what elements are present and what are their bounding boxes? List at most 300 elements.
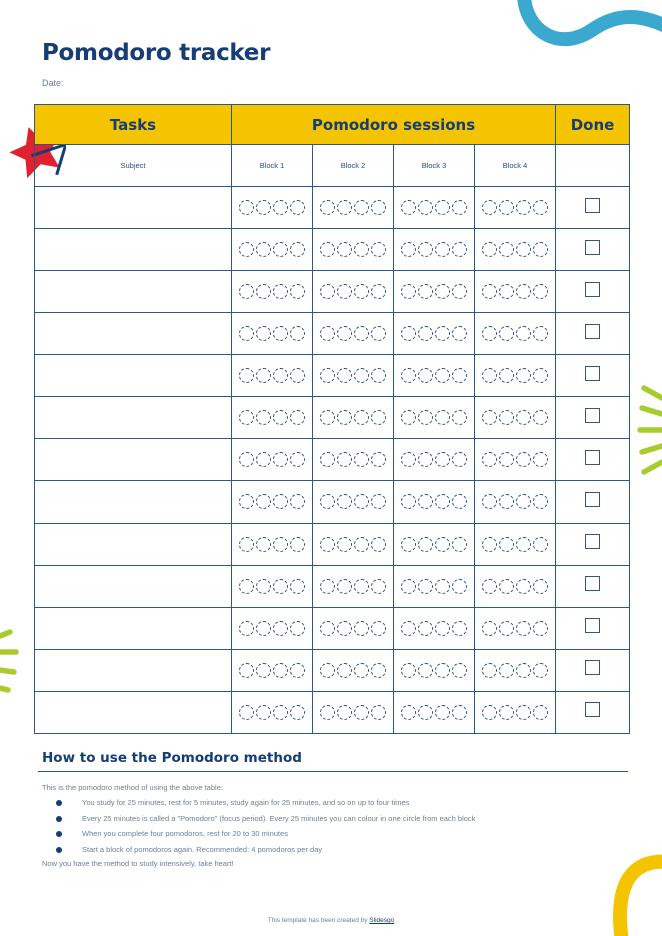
pomodoro-circle-icon[interactable] (354, 410, 369, 425)
block-3-cell (394, 649, 475, 691)
block-2-cell (313, 523, 394, 565)
pomodoro-circle-icon[interactable] (320, 326, 335, 341)
pomodoro-circle-icon[interactable] (256, 284, 271, 299)
pomodoro-circle-icon[interactable] (401, 537, 416, 552)
pomodoro-circle-group (394, 579, 474, 594)
howto-intro: This is the pomodoro method of using the above table: (42, 783, 223, 792)
pomodoro-circle-icon[interactable] (401, 494, 416, 509)
pomodoro-circle-group (313, 579, 393, 594)
done-checkbox[interactable] (585, 240, 600, 255)
done-cell (556, 481, 630, 523)
table-row (35, 313, 630, 355)
pomodoro-circle-icon[interactable] (354, 663, 369, 678)
pomodoro-circle-icon[interactable] (239, 410, 254, 425)
pomodoro-circle-icon[interactable] (239, 242, 254, 257)
pomodoro-circle-icon[interactable] (273, 200, 288, 215)
pomodoro-circle-icon[interactable] (435, 537, 450, 552)
header-pomodoro-sessions: Pomodoro sessions (232, 105, 556, 145)
done-checkbox[interactable] (585, 660, 600, 675)
done-cell (556, 439, 630, 481)
pomodoro-circle-icon[interactable] (533, 410, 548, 425)
block-4-cell (475, 355, 556, 397)
block-2-cell (313, 481, 394, 523)
pomodoro-circle-icon[interactable] (533, 537, 548, 552)
pomodoro-circle-icon[interactable] (482, 368, 497, 383)
pomodoro-circle-icon[interactable] (273, 284, 288, 299)
pomodoro-circle-group (232, 537, 312, 552)
pomodoro-circle-icon[interactable] (239, 705, 254, 720)
pomodoro-circle-icon[interactable] (499, 326, 514, 341)
pomodoro-circle-icon[interactable] (290, 579, 305, 594)
block-4-cell (475, 229, 556, 271)
pomodoro-circle-icon[interactable] (371, 579, 386, 594)
pomodoro-circle-icon[interactable] (290, 452, 305, 467)
pomodoro-circle-icon[interactable] (290, 326, 305, 341)
pomodoro-circle-icon[interactable] (320, 494, 335, 509)
pomodoro-circle-icon[interactable] (482, 579, 497, 594)
pomodoro-circle-icon[interactable] (337, 579, 352, 594)
pomodoro-circle-icon[interactable] (354, 452, 369, 467)
block-1-cell (232, 397, 313, 439)
pomodoro-circle-group (394, 621, 474, 636)
pomodoro-circle-icon[interactable] (337, 410, 352, 425)
pomodoro-circle-icon[interactable] (452, 410, 467, 425)
pomodoro-circle-icon[interactable] (273, 326, 288, 341)
pomodoro-circle-icon[interactable] (256, 663, 271, 678)
pomodoro-circle-icon[interactable] (256, 705, 271, 720)
pomodoro-circle-group (313, 242, 393, 257)
pomodoro-circle-icon[interactable] (320, 579, 335, 594)
pomodoro-circle-icon[interactable] (320, 537, 335, 552)
pomodoro-circle-icon[interactable] (499, 537, 514, 552)
subject-cell[interactable] (35, 397, 232, 439)
block-4-cell (475, 607, 556, 649)
block-3-cell (394, 481, 475, 523)
pomodoro-circle-icon[interactable] (337, 326, 352, 341)
pomodoro-circle-icon[interactable] (256, 537, 271, 552)
pomodoro-circle-icon[interactable] (371, 326, 386, 341)
green-burst-left-decoration (0, 628, 22, 694)
pomodoro-circle-icon[interactable] (482, 284, 497, 299)
pomodoro-circle-icon[interactable] (273, 410, 288, 425)
pomodoro-circle-group (313, 326, 393, 341)
subject-cell[interactable] (35, 313, 232, 355)
pomodoro-circle-group (232, 621, 312, 636)
subject-cell[interactable] (35, 229, 232, 271)
pomodoro-circle-icon[interactable] (516, 452, 531, 467)
pomodoro-circle-icon[interactable] (290, 494, 305, 509)
pomodoro-circle-icon[interactable] (354, 326, 369, 341)
subject-cell[interactable] (35, 649, 232, 691)
pomodoro-circle-icon[interactable] (256, 242, 271, 257)
pomodoro-circle-icon[interactable] (290, 663, 305, 678)
pomodoro-circle-icon[interactable] (371, 663, 386, 678)
pomodoro-circle-icon[interactable] (337, 537, 352, 552)
pomodoro-circle-group (394, 284, 474, 299)
pomodoro-circle-icon[interactable] (320, 452, 335, 467)
pomodoro-circle-icon[interactable] (418, 705, 433, 720)
pomodoro-circle-icon[interactable] (273, 452, 288, 467)
pomodoro-circle-icon[interactable] (371, 494, 386, 509)
pomodoro-circle-icon[interactable] (354, 200, 369, 215)
block-1-cell (232, 313, 313, 355)
pomodoro-circle-icon[interactable] (418, 452, 433, 467)
pomodoro-circle-icon[interactable] (533, 200, 548, 215)
pomodoro-circle-icon[interactable] (320, 368, 335, 383)
pomodoro-circle-icon[interactable] (371, 537, 386, 552)
subject-cell[interactable] (35, 607, 232, 649)
subject-cell[interactable] (35, 481, 232, 523)
block-4-cell (475, 313, 556, 355)
pomodoro-circle-icon[interactable] (533, 494, 548, 509)
block-1-cell (232, 607, 313, 649)
pomodoro-circle-icon[interactable] (290, 368, 305, 383)
pomodoro-circle-icon[interactable] (418, 326, 433, 341)
pomodoro-circle-icon[interactable] (256, 494, 271, 509)
pomodoro-circle-icon[interactable] (533, 621, 548, 636)
block-1-cell (232, 355, 313, 397)
pomodoro-circle-icon[interactable] (435, 663, 450, 678)
pomodoro-circle-icon[interactable] (435, 579, 450, 594)
pomodoro-circle-icon[interactable] (533, 705, 548, 720)
date-label: Date: (42, 78, 64, 88)
pomodoro-circle-icon[interactable] (239, 663, 254, 678)
pomodoro-circle-icon[interactable] (499, 410, 514, 425)
pomodoro-circle-icon[interactable] (354, 579, 369, 594)
pomodoro-circle-group (232, 410, 312, 425)
done-cell (556, 229, 630, 271)
done-checkbox[interactable] (585, 618, 600, 633)
pomodoro-circle-group (313, 284, 393, 299)
pomodoro-circle-icon[interactable] (516, 663, 531, 678)
pomodoro-circle-icon[interactable] (239, 579, 254, 594)
pomodoro-circle-icon[interactable] (418, 284, 433, 299)
done-cell (556, 649, 630, 691)
pomodoro-circle-icon[interactable] (354, 242, 369, 257)
pomodoro-circle-icon[interactable] (401, 410, 416, 425)
pomodoro-circle-icon[interactable] (533, 326, 548, 341)
pomodoro-circle-icon[interactable] (239, 452, 254, 467)
pomodoro-circle-icon[interactable] (256, 452, 271, 467)
pomodoro-circle-icon[interactable] (499, 242, 514, 257)
pomodoro-circle-icon[interactable] (435, 452, 450, 467)
pomodoro-circle-icon[interactable] (499, 284, 514, 299)
pomodoro-circle-icon[interactable] (533, 284, 548, 299)
pomodoro-circle-icon[interactable] (256, 579, 271, 594)
pomodoro-circle-icon[interactable] (482, 494, 497, 509)
pomodoro-circle-icon[interactable] (482, 326, 497, 341)
pomodoro-circle-icon[interactable] (337, 200, 352, 215)
pomodoro-circle-group (313, 368, 393, 383)
pomodoro-circle-icon[interactable] (435, 705, 450, 720)
pomodoro-circle-icon[interactable] (239, 621, 254, 636)
pomodoro-circle-icon[interactable] (452, 579, 467, 594)
subject-cell[interactable] (35, 187, 232, 229)
pomodoro-circle-icon[interactable] (290, 284, 305, 299)
block-2-cell (313, 607, 394, 649)
pomodoro-circle-icon[interactable] (320, 200, 335, 215)
block-2-cell (313, 355, 394, 397)
pomodoro-circle-icon[interactable] (533, 663, 548, 678)
block-2-cell (313, 565, 394, 607)
pomodoro-circle-icon[interactable] (482, 705, 497, 720)
done-cell (556, 271, 630, 313)
subject-cell[interactable] (35, 439, 232, 481)
pomodoro-circle-icon[interactable] (452, 663, 467, 678)
pomodoro-circle-icon[interactable] (533, 242, 548, 257)
pomodoro-circle-icon[interactable] (337, 494, 352, 509)
done-checkbox[interactable] (585, 324, 600, 339)
pomodoro-circle-icon[interactable] (371, 410, 386, 425)
pomodoro-circle-icon[interactable] (354, 368, 369, 383)
pomodoro-circle-icon[interactable] (533, 368, 548, 383)
pomodoro-circle-icon[interactable] (320, 410, 335, 425)
pomodoro-circle-group (232, 200, 312, 215)
pomodoro-circle-icon[interactable] (290, 621, 305, 636)
pomodoro-circle-icon[interactable] (435, 494, 450, 509)
pomodoro-circle-icon[interactable] (499, 368, 514, 383)
pomodoro-circle-icon[interactable] (256, 621, 271, 636)
pomodoro-circle-icon[interactable] (499, 200, 514, 215)
block-3-cell (394, 187, 475, 229)
pomodoro-circle-icon[interactable] (256, 368, 271, 383)
pomodoro-circle-icon[interactable] (499, 494, 514, 509)
subject-cell[interactable] (35, 523, 232, 565)
done-checkbox[interactable] (585, 198, 600, 213)
pomodoro-circle-icon[interactable] (516, 705, 531, 720)
pomodoro-circle-icon[interactable] (401, 705, 416, 720)
done-checkbox[interactable] (585, 366, 600, 381)
pomodoro-circle-icon[interactable] (418, 200, 433, 215)
pomodoro-circle-icon[interactable] (239, 494, 254, 509)
pomodoro-circle-icon[interactable] (273, 621, 288, 636)
block-3-cell (394, 229, 475, 271)
pomodoro-circle-icon[interactable] (435, 410, 450, 425)
pomodoro-circle-icon[interactable] (337, 284, 352, 299)
pomodoro-circle-icon[interactable] (516, 579, 531, 594)
block-4-cell (475, 565, 556, 607)
subject-cell[interactable] (35, 691, 232, 733)
footer-link[interactable]: Slidesgo (369, 917, 395, 924)
pomodoro-circle-icon[interactable] (435, 242, 450, 257)
pomodoro-circle-icon[interactable] (371, 200, 386, 215)
pomodoro-circle-icon[interactable] (273, 368, 288, 383)
pomodoro-circle-icon[interactable] (290, 537, 305, 552)
pomodoro-circle-icon[interactable] (337, 663, 352, 678)
pomodoro-circle-group (394, 326, 474, 341)
pomodoro-circle-icon[interactable] (256, 200, 271, 215)
pomodoro-circle-icon[interactable] (401, 284, 416, 299)
pomodoro-circle-icon[interactable] (418, 494, 433, 509)
block-1-cell (232, 691, 313, 733)
pomodoro-circle-icon[interactable] (273, 705, 288, 720)
pomodoro-circle-icon[interactable] (499, 452, 514, 467)
table-row (35, 439, 630, 481)
pomodoro-circle-icon[interactable] (239, 368, 254, 383)
pomodoro-circle-icon[interactable] (482, 537, 497, 552)
pomodoro-circle-icon[interactable] (290, 200, 305, 215)
pomodoro-circle-icon[interactable] (354, 494, 369, 509)
pomodoro-circle-icon[interactable] (320, 242, 335, 257)
pomodoro-circle-group (313, 705, 393, 720)
done-checkbox[interactable] (585, 282, 600, 297)
howto-divider (38, 771, 628, 772)
pomodoro-circle-icon[interactable] (290, 410, 305, 425)
pomodoro-circle-icon[interactable] (435, 368, 450, 383)
pomodoro-circle-icon[interactable] (418, 537, 433, 552)
block-2-cell (313, 691, 394, 733)
pomodoro-circle-icon[interactable] (401, 579, 416, 594)
done-checkbox[interactable] (585, 534, 600, 549)
block-4-cell (475, 439, 556, 481)
pomodoro-circle-icon[interactable] (371, 284, 386, 299)
pomodoro-circle-icon[interactable] (354, 705, 369, 720)
pomodoro-circle-icon[interactable] (499, 579, 514, 594)
done-checkbox[interactable] (585, 702, 600, 717)
done-checkbox[interactable] (585, 492, 600, 507)
pomodoro-circle-icon[interactable] (273, 494, 288, 509)
pomodoro-circle-icon[interactable] (499, 621, 514, 636)
pomodoro-circle-icon[interactable] (452, 494, 467, 509)
pomodoro-circle-icon[interactable] (452, 705, 467, 720)
pomodoro-circle-icon[interactable] (452, 242, 467, 257)
pomodoro-circle-icon[interactable] (401, 326, 416, 341)
block-3-cell (394, 439, 475, 481)
pomodoro-circle-icon[interactable] (516, 537, 531, 552)
pomodoro-circle-group (475, 242, 555, 257)
pomodoro-circle-icon[interactable] (337, 452, 352, 467)
pomodoro-circle-group (394, 410, 474, 425)
howto-bullet-list (52, 797, 475, 859)
pomodoro-circle-icon[interactable] (452, 284, 467, 299)
pomodoro-circle-icon[interactable] (239, 284, 254, 299)
pomodoro-circle-icon[interactable] (418, 410, 433, 425)
pomodoro-circle-icon[interactable] (401, 452, 416, 467)
pomodoro-circle-icon[interactable] (452, 452, 467, 467)
subheader-block-4: Block 4 (475, 145, 556, 187)
pomodoro-circle-icon[interactable] (533, 579, 548, 594)
pomodoro-circle-icon[interactable] (452, 368, 467, 383)
pomodoro-circle-icon[interactable] (482, 621, 497, 636)
done-checkbox[interactable] (585, 408, 600, 423)
table-row (35, 691, 630, 733)
pomodoro-circle-icon[interactable] (401, 368, 416, 383)
pomodoro-circle-icon[interactable] (256, 410, 271, 425)
pomodoro-circle-group (232, 326, 312, 341)
pomodoro-circle-icon[interactable] (418, 663, 433, 678)
pomodoro-circle-icon[interactable] (499, 663, 514, 678)
pomodoro-circle-icon[interactable] (337, 621, 352, 636)
pomodoro-circle-icon[interactable] (401, 663, 416, 678)
pomodoro-circle-icon[interactable] (273, 537, 288, 552)
pomodoro-circle-icon[interactable] (371, 452, 386, 467)
pomodoro-circle-icon[interactable] (452, 537, 467, 552)
pomodoro-circle-icon[interactable] (337, 705, 352, 720)
pomodoro-circle-icon[interactable] (516, 242, 531, 257)
pomodoro-circle-icon[interactable] (354, 537, 369, 552)
pomodoro-circle-icon[interactable] (273, 663, 288, 678)
pomodoro-circle-icon[interactable] (516, 410, 531, 425)
pomodoro-circle-icon[interactable] (435, 200, 450, 215)
block-4-cell (475, 649, 556, 691)
pomodoro-circle-icon[interactable] (290, 705, 305, 720)
pomodoro-circle-icon[interactable] (516, 621, 531, 636)
block-4-cell (475, 397, 556, 439)
pomodoro-circle-icon[interactable] (516, 494, 531, 509)
pomodoro-circle-icon[interactable] (371, 621, 386, 636)
pomodoro-circle-icon[interactable] (273, 579, 288, 594)
pomodoro-circle-icon[interactable] (516, 326, 531, 341)
pomodoro-circle-icon[interactable] (273, 242, 288, 257)
pomodoro-circle-icon[interactable] (482, 410, 497, 425)
pomodoro-circle-group (313, 452, 393, 467)
pomodoro-circle-icon[interactable] (337, 368, 352, 383)
subheader-subject: Subject (35, 145, 232, 187)
pomodoro-circle-icon[interactable] (320, 621, 335, 636)
pomodoro-circle-icon[interactable] (337, 242, 352, 257)
pomodoro-circle-group (394, 368, 474, 383)
pomodoro-circle-icon[interactable] (320, 663, 335, 678)
howto-bullet: When you complete four pomodoros, rest for 20 to 30 minutes (52, 828, 475, 844)
pomodoro-circle-icon[interactable] (482, 663, 497, 678)
subject-cell[interactable] (35, 271, 232, 313)
pomodoro-circle-icon[interactable] (435, 326, 450, 341)
subject-cell[interactable] (35, 565, 232, 607)
pomodoro-circle-icon[interactable] (533, 452, 548, 467)
pomodoro-circle-icon[interactable] (516, 284, 531, 299)
pomodoro-circle-icon[interactable] (401, 242, 416, 257)
pomodoro-circle-icon[interactable] (320, 284, 335, 299)
pomodoro-circle-icon[interactable] (418, 621, 433, 636)
block-1-cell (232, 565, 313, 607)
pomodoro-circle-icon[interactable] (239, 200, 254, 215)
howto-bullet: You study for 25 minutes, rest for 5 minutes, study again for 25 minutes, and so on up to four times (52, 797, 475, 813)
pomodoro-circle-group (475, 368, 555, 383)
pomodoro-circle-icon[interactable] (320, 705, 335, 720)
pomodoro-circle-icon[interactable] (418, 242, 433, 257)
pomodoro-circle-icon[interactable] (401, 621, 416, 636)
pomodoro-circle-icon[interactable] (452, 200, 467, 215)
pomodoro-circle-icon[interactable] (516, 368, 531, 383)
pomodoro-circle-group (394, 537, 474, 552)
pomodoro-circle-icon[interactable] (452, 326, 467, 341)
pomodoro-circle-icon[interactable] (418, 368, 433, 383)
pomodoro-circle-icon[interactable] (516, 200, 531, 215)
done-checkbox[interactable] (585, 576, 600, 591)
pomodoro-circle-icon[interactable] (256, 326, 271, 341)
pomodoro-circle-icon[interactable] (452, 621, 467, 636)
pomodoro-circle-icon[interactable] (482, 452, 497, 467)
pomodoro-circle-icon[interactable] (435, 284, 450, 299)
pomodoro-circle-icon[interactable] (371, 705, 386, 720)
pomodoro-circle-icon[interactable] (239, 326, 254, 341)
subject-cell[interactable] (35, 355, 232, 397)
pomodoro-circle-icon[interactable] (371, 368, 386, 383)
pomodoro-circle-icon[interactable] (354, 621, 369, 636)
pomodoro-circle-icon[interactable] (482, 200, 497, 215)
pomodoro-circle-icon[interactable] (239, 537, 254, 552)
pomodoro-circle-icon[interactable] (435, 621, 450, 636)
pomodoro-circle-group (232, 579, 312, 594)
pomodoro-circle-icon[interactable] (482, 242, 497, 257)
pomodoro-circle-icon[interactable] (418, 579, 433, 594)
pomodoro-circle-icon[interactable] (401, 200, 416, 215)
pomodoro-circle-icon[interactable] (371, 242, 386, 257)
pomodoro-circle-icon[interactable] (354, 284, 369, 299)
pomodoro-circle-icon[interactable] (290, 242, 305, 257)
done-checkbox[interactable] (585, 450, 600, 465)
pomodoro-circle-icon[interactable] (499, 705, 514, 720)
